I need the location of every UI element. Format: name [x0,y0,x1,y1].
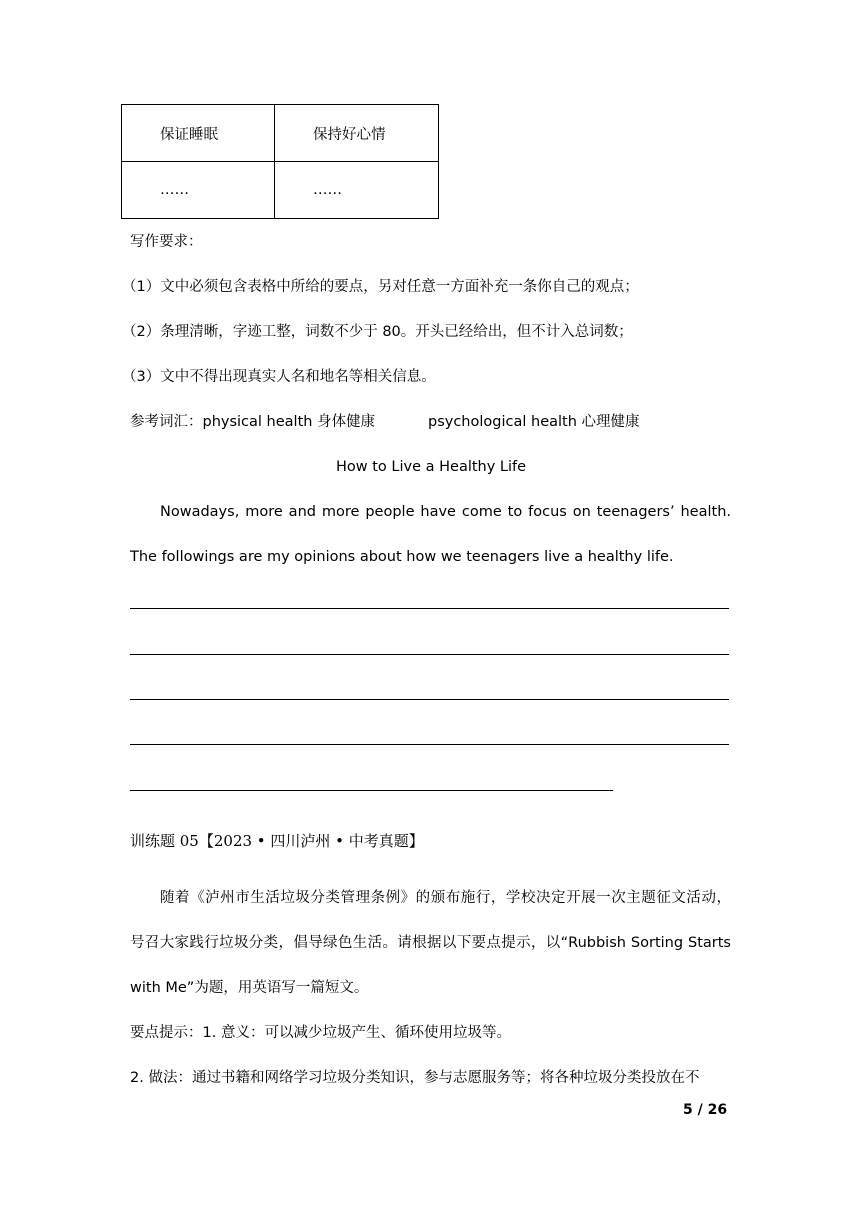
vocab-label: 参考词汇： [130,414,203,430]
table-cell: …… [122,162,275,219]
vocab-line [130,412,375,432]
table-cell: 保证睡眠 [122,105,275,162]
vocab-term: psychological health 心理健康 [428,414,640,430]
exercise-title: 训练题 05【2023 • 四川泸州 • 中考真题】 [130,832,424,850]
requirement-item: （2）条理清晰，字迹工整，词数不少于 80。开头已经给出，但不计入总词数； [122,324,633,340]
writing-line [130,790,613,791]
essay-opening-line: The followings are my opinions about how we teenagers live a healthy life. [130,549,674,565]
hint-point: 2. 做法：通过书籍和网络学习垃圾分类知识，参与志愿服务等；将各种垃圾分类投放在不 [130,1070,700,1086]
writing-line [130,744,729,745]
requirements-heading: 写作要求： [130,234,203,250]
writing-line [130,654,729,655]
essay-opening-line: Nowadays, more and more people have come to focus on teenagers’ health. [160,504,731,520]
essay-title: How to Live a Healthy Life [336,459,527,475]
writing-line [130,699,729,700]
hint-point: 要点提示：1. 意义：可以减少垃圾产生、循环使用垃圾等。 [130,1025,511,1041]
exercise-paragraph-line: 随着《泸州市生活垃圾分类管理条例》的颁布施行，学校决定开展一次主题征文活动， [160,890,731,906]
page-number: 5 / 26 [683,1102,728,1118]
exercise-paragraph-line: 号召大家践行垃圾分类，倡导绿色生活。请根据以下要点提示，以“Rubbish Sorting Starts [130,935,731,951]
requirement-item: （1）文中必须包含表格中所给的要点，另对任意一方面补充一条你自己的观点； [122,279,639,295]
writing-line [130,608,729,609]
requirement-item: （3）文中不得出现真实人名和地名等相关信息。 [122,369,436,385]
table-row [122,105,439,162]
vocab-term: physical health 身体健康 [202,414,376,430]
table-row [122,162,439,219]
exercise-paragraph-line: with Me”为题，用英语写一篇短文。 [130,980,369,996]
key-points-table [121,104,439,219]
table-cell: …… [275,162,439,219]
table-cell: 保持好心情 [275,105,439,162]
